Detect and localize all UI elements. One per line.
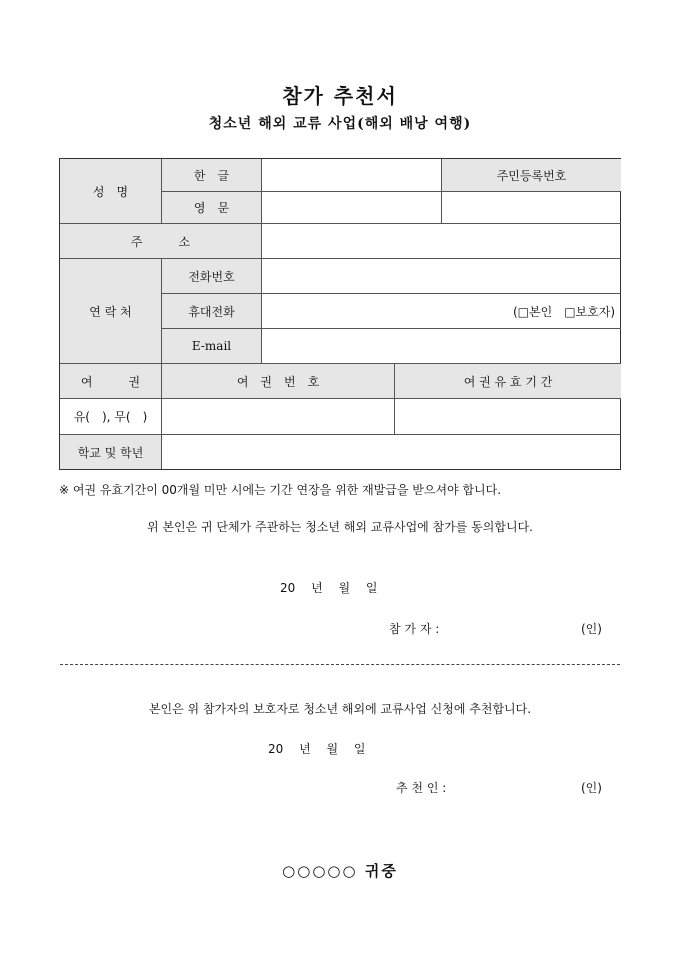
passport-number-field[interactable]: [162, 399, 395, 435]
korean-name-label: 한 글: [162, 159, 262, 192]
passport-validity-label: 여 권 유 효 기 간: [395, 364, 621, 399]
english-name-field[interactable]: [262, 192, 442, 224]
address-label: 주 소: [60, 224, 262, 259]
recommender-label: 추 천 인 :: [396, 781, 447, 795]
school-label: 학교 및 학년: [60, 435, 162, 469]
email-field[interactable]: [262, 329, 621, 364]
cut-line: [60, 664, 620, 665]
name-label: 성 명: [60, 159, 162, 224]
school-field[interactable]: [162, 435, 621, 469]
passport-note: ※ 여권 유효기간이 00개월 미만 시에는 기간 연장을 위한 재발급을 받으셔야 합니다.: [59, 483, 502, 497]
passport-has-field[interactable]: 유( ), 무( ): [60, 399, 162, 435]
passport-label: 여 권: [60, 364, 162, 399]
application-form-table: [59, 158, 621, 470]
recommendation-statement: 본인은 위 참가자의 보호자로 청소년 해외에 교류사업 신청에 추천합니다.: [148, 702, 532, 716]
email-label-text: E-mail: [191, 339, 232, 353]
mobile-field[interactable]: [262, 294, 621, 329]
consent-statement: 위 본인은 귀 단체가 주관하는 청소년 해외 교류사업에 참가를 동의합니다.: [147, 520, 533, 534]
recommender-seal: (인): [581, 781, 602, 795]
email-label: [162, 329, 262, 364]
contact-label: 연 락 처: [60, 259, 162, 364]
document-subtitle: 청소년 해외 교류 사업(해외 배낭 여행): [208, 116, 472, 132]
passport-number-label: 여 권 번 호: [162, 364, 395, 399]
participant-date: 20 년 월 일: [280, 581, 378, 595]
resident-number-field[interactable]: [442, 192, 621, 224]
phone-label: 전화번호: [162, 259, 262, 294]
participant-label: 참 가 자 :: [389, 622, 440, 636]
phone-field[interactable]: [262, 259, 621, 294]
participant-seal: (인): [581, 622, 602, 636]
passport-validity-field[interactable]: [395, 399, 621, 435]
english-name-label: 영 문: [162, 192, 262, 224]
document-title: 참가 추천서: [282, 84, 398, 108]
addressee: ○○○○○ 귀중: [282, 862, 398, 880]
mobile-owner-option[interactable]: (□본인 □보호자): [513, 304, 615, 319]
address-field[interactable]: [262, 224, 621, 259]
korean-name-field[interactable]: [262, 159, 442, 192]
resident-number-label: 주민등록번호: [442, 159, 621, 192]
mobile-label: 휴대전화: [162, 294, 262, 329]
recommender-date: 20 년 월 일: [268, 742, 366, 756]
